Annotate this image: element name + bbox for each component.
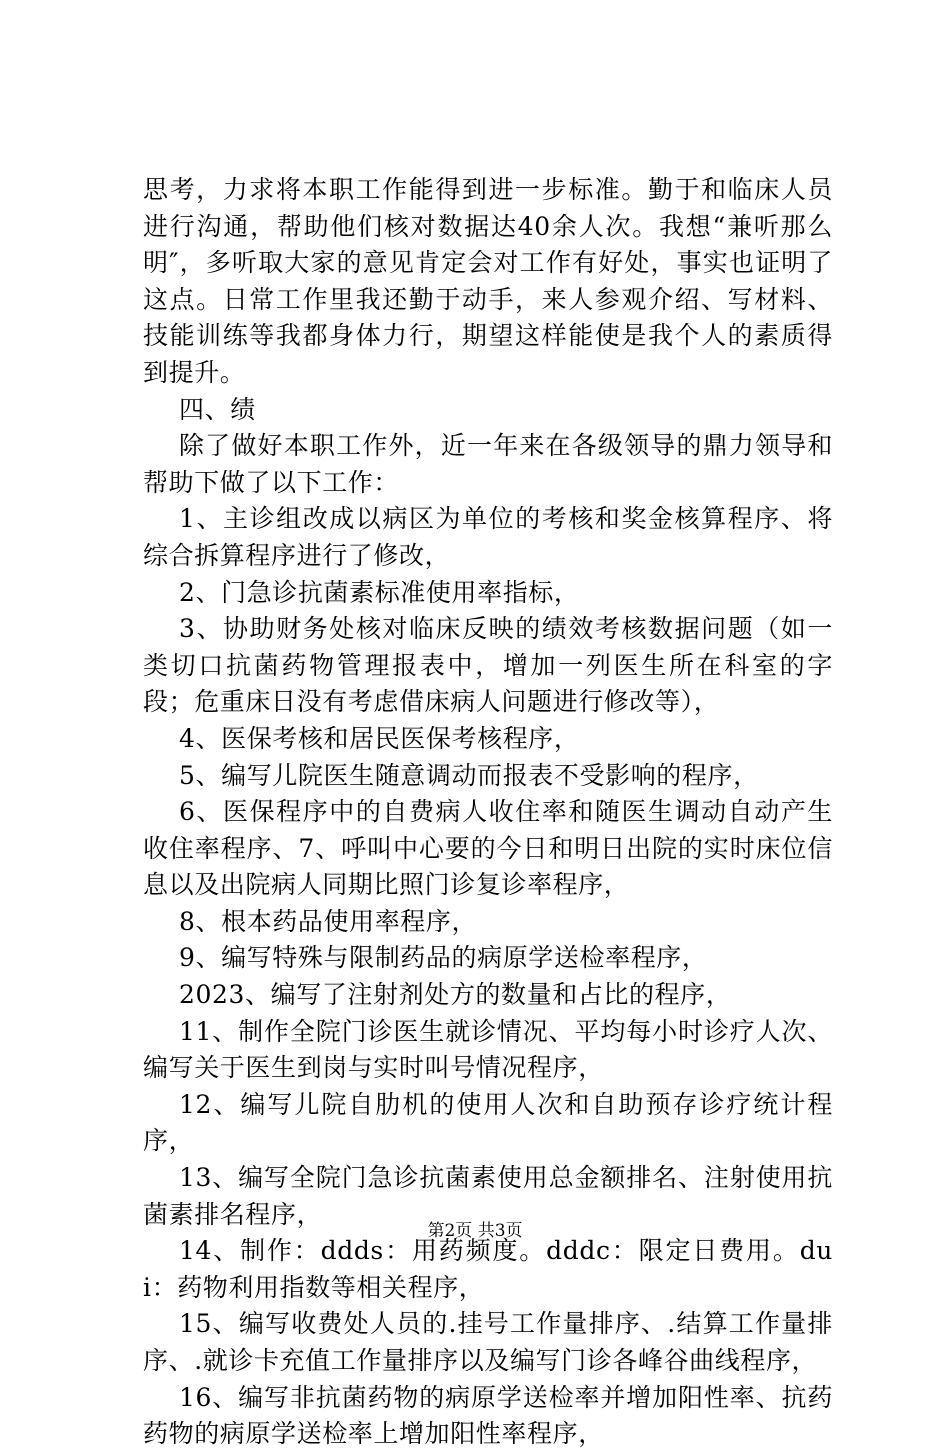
- list-item: 16、编写非抗菌药物的病原学送检率并增加阳性率、抗药药物的病原学送检率上增加阳性率程序，: [143, 1382, 833, 1449]
- list-item: 4、医保考核和居民医保考核程序，: [179, 723, 580, 753]
- list-item: 9、编写特殊与限制药品的病原学送检率程序，: [179, 943, 708, 973]
- list-item: 13、编写全院门急诊抗菌素使用总金额排名、注射使用抗菌素排名程序，: [143, 1163, 833, 1229]
- paragraph-intro: 除了做好本职工作外，近一年来在各级领导的鼎力领导和帮助下做了以下工作：: [143, 431, 833, 497]
- list-item: 2023、编写了注射剂处方的数量和占比的程序，: [179, 980, 732, 1010]
- list-item: 14、制作：ddds：用药频度。dddc：限定日费用。dui：药物利用指数等相关程序，: [143, 1236, 833, 1302]
- list-item: 2、门急诊抗菌素标准使用率指标，: [179, 577, 580, 607]
- list-item: 15、编写收费处人员的.挂号工作量排序、.结算工作量排序、.就诊卡充值工作量排序以及编写门诊各峰谷曲线程序，: [143, 1309, 833, 1375]
- list-item: 5、编写儿院医生随意调动而报表不受影响的程序，: [179, 760, 759, 790]
- section-heading: 四、绩: [179, 394, 256, 424]
- paragraph-continuation: 思考，力求将本职工作能得到进一步标准。勤于和临床人员进行沟通，帮助他们核对数据达40余人次。我想“兼听那么明″，多听取大家的意见肯定会对工作有好处，事实也证明了这点。日常工作里我还勤于动手，来人参观介绍、写材料、技能训练等我都身体力行，期望这样能使是我个人的素质得到提升。: [143, 175, 833, 387]
- list-item: 8、根本药品使用率程序，: [179, 906, 478, 936]
- page-footer: [0, 1216, 950, 1241]
- list-item: 11、制作全院门诊医生就诊情况、平均每小时诊疗人次、编写关于医生到岗与实时叫号情况程序，: [143, 1016, 833, 1083]
- list-item: 12、编写儿院自肋机的使用人次和自助预存诊疗统计程序，: [143, 1089, 833, 1156]
- document-body: [143, 172, 833, 1453]
- list-item: 3、协助财务处核对临床反映的绩效考核数据问题（如一类切口抗菌药物管理报表中，增加一列医生所在科室的字段；危重床日没有考虑借床病人问题进行修改等），: [143, 614, 833, 717]
- list-item: 6、医保程序中的自费病人收住率和随医生调动自动产生收住率程序、7、呼叫中心要的今日和明日出院的实时床位信息以及出院病人同期比照门诊复诊率程序，: [143, 797, 833, 900]
- list-item: 1、主诊组改成以病区为单位的考核和奖金核算程序、将综合拆算程序进行了修改，: [143, 504, 833, 570]
- page-number-label: 第2页 共3页: [427, 1221, 523, 1241]
